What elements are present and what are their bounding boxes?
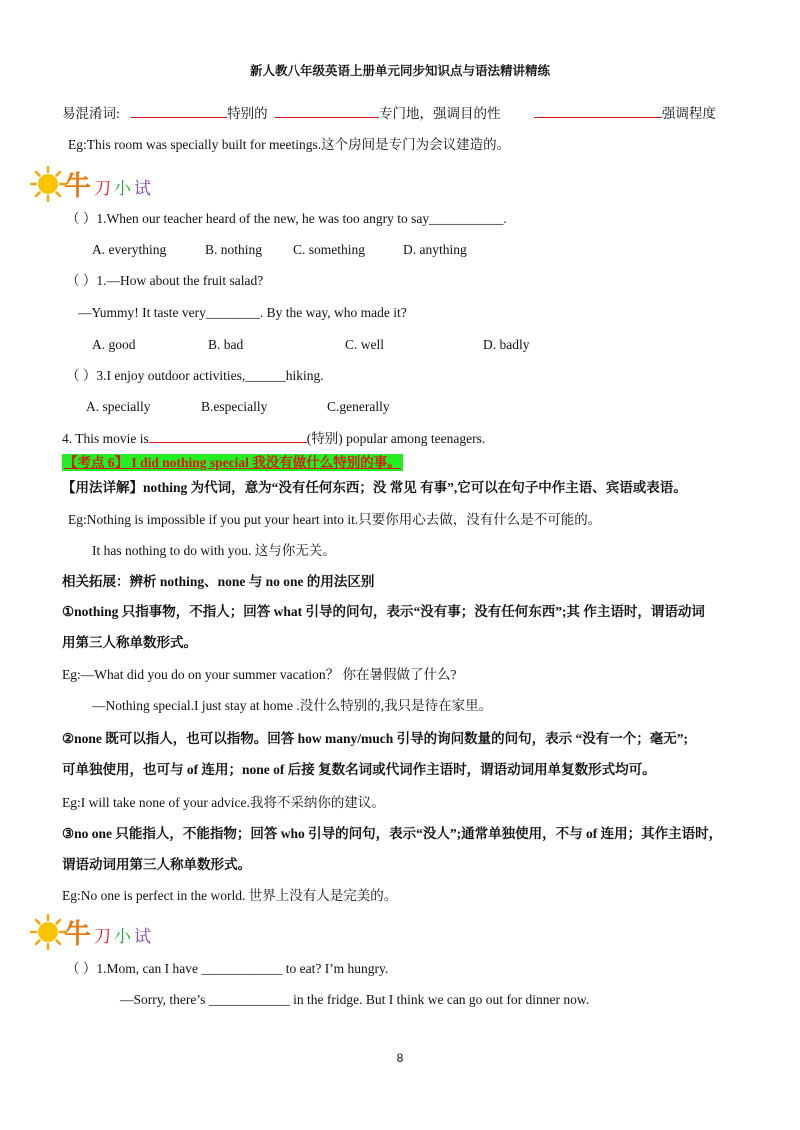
- practice1-q1: （ ）1.When our teacher heard of the new, he was too angry to say___________.: [66, 211, 507, 226]
- confusable-words-line: [62, 104, 716, 123]
- point-3-line-2: 谓语动词用第三人称单数形式。: [62, 857, 251, 872]
- page-header: 新人教八年级英语上册单元同步知识点与语法精讲精练: [249, 64, 550, 78]
- option-a[interactable]: A. everything: [92, 242, 167, 257]
- word-1: 特别的: [227, 106, 268, 121]
- kaodian-heading: [62, 454, 403, 472]
- example-2: Eg:Nothing is impossible if you put your heart into it.只要你用心去做，没有什么是不可能的。: [68, 512, 602, 527]
- option-b[interactable]: B.especially: [201, 399, 268, 414]
- page-number: 8: [396, 1051, 404, 1065]
- point-2-line-1: ②none 既可以指人，也可以指物。回答 how many/much 引导的询问数量的问句，表示 “没有一个；毫无”;: [62, 731, 688, 746]
- option-c[interactable]: C. well: [345, 337, 384, 352]
- point-2-line-2: 可单独使用，也可与 of 连用；none of 后接 复数名词或代词作主语时，谓语动词用单复数形式均可。: [62, 762, 656, 777]
- example-3: It has nothing to do with you. 这与你无关。: [92, 543, 336, 558]
- point-1-line-2: 用第三人称单数形式。: [62, 635, 197, 650]
- example-7: Eg:No one is perfect in the world. 世界上没有人是完美的。: [62, 888, 398, 903]
- sun-icon: [30, 914, 66, 950]
- example-1: Eg:This room was specially built for meetings.这个房间是专门为会议建造的。: [68, 137, 511, 152]
- option-b[interactable]: B. nothing: [205, 242, 263, 257]
- option-d[interactable]: D. anything: [403, 242, 467, 257]
- practice1-q2: （ ）1.—How about the fruit salad?: [66, 273, 264, 288]
- confusable-label: 易混淆词:: [62, 106, 120, 121]
- kaodian-label: 【考点 6】 I did nothing special 我没有做什么特别的事。: [64, 455, 401, 470]
- practice1-q2-reply: —Yummy! It taste very________. By the way, who made it?: [78, 305, 407, 320]
- q4-blank[interactable]: [149, 429, 307, 443]
- practice2-q1-reply: —Sorry, there’s ____________ in the fridge. But I think we can go out for dinner now.: [120, 992, 590, 1007]
- badge-char-shi: 试: [134, 179, 151, 199]
- point-3-line-1: ③no one 只能指人，不能指物；回答 who 引导的问句，表示“没人”;通常单独使用，不与 of 连用；其作主语时，: [62, 826, 723, 841]
- badge-char-niu: 牛: [64, 171, 91, 202]
- option-c[interactable]: C.generally: [327, 399, 390, 414]
- option-a[interactable]: A. specially: [86, 399, 151, 414]
- blank-2[interactable]: [275, 104, 379, 118]
- option-c[interactable]: C. something: [293, 242, 366, 257]
- badge-char-dao: 刀: [94, 927, 111, 947]
- blank-3[interactable]: [534, 104, 662, 118]
- badge-char-shi: 试: [134, 927, 151, 947]
- practice1-q4: [62, 429, 485, 448]
- sun-icon: [30, 166, 66, 202]
- expand-heading: 相关拓展：辨析 nothing、none 与 no one 的用法区别: [62, 574, 375, 589]
- point-1-line-1: ①nothing 只指事物，不指人；回答 what 引导的问句，表示“没有事；没有任何东西”;其 作主语时，谓语动词: [62, 604, 705, 619]
- badge-char-niu: 牛: [64, 919, 91, 950]
- word-2: 专门地，强调目的性: [379, 106, 501, 121]
- practice-badge-1: [30, 164, 180, 204]
- option-d[interactable]: D. badly: [483, 337, 530, 352]
- practice2-q1: （ ）1.Mom, can I have ____________ to eat? I’m hungry.: [66, 961, 389, 976]
- badge-char-dao: 刀: [94, 179, 111, 199]
- option-a[interactable]: A. good: [92, 337, 136, 352]
- word-3: 强调程度: [661, 106, 716, 121]
- q4-prefix: 4. This movie is: [62, 431, 149, 446]
- usage-detail: 【用法详解】nothing 为代词，意为“没有任何东西；没 常见 有事”,它可以在句子中作主语、宾语或表语。: [62, 480, 687, 495]
- badge-char-xiao: 小: [114, 927, 131, 947]
- option-b[interactable]: B. bad: [208, 337, 244, 352]
- blank-1[interactable]: [131, 104, 227, 118]
- practice1-q3: （ ）3.I enjoy outdoor activities,______hiking.: [66, 368, 324, 383]
- practice-badge-2: [30, 912, 180, 952]
- example-5: —Nothing special.I just stay at home .没什么特别的,我只是待在家里。: [92, 698, 493, 713]
- q4-suffix: (特别) popular among teenagers.: [306, 431, 486, 446]
- example-4: Eg:—What did you do on your summer vacation？ 你在暑假做了什么?: [62, 667, 457, 682]
- example-6: Eg:I will take none of your advice.我将不采纳你的建议。: [62, 795, 385, 810]
- badge-char-xiao: 小: [114, 179, 131, 199]
